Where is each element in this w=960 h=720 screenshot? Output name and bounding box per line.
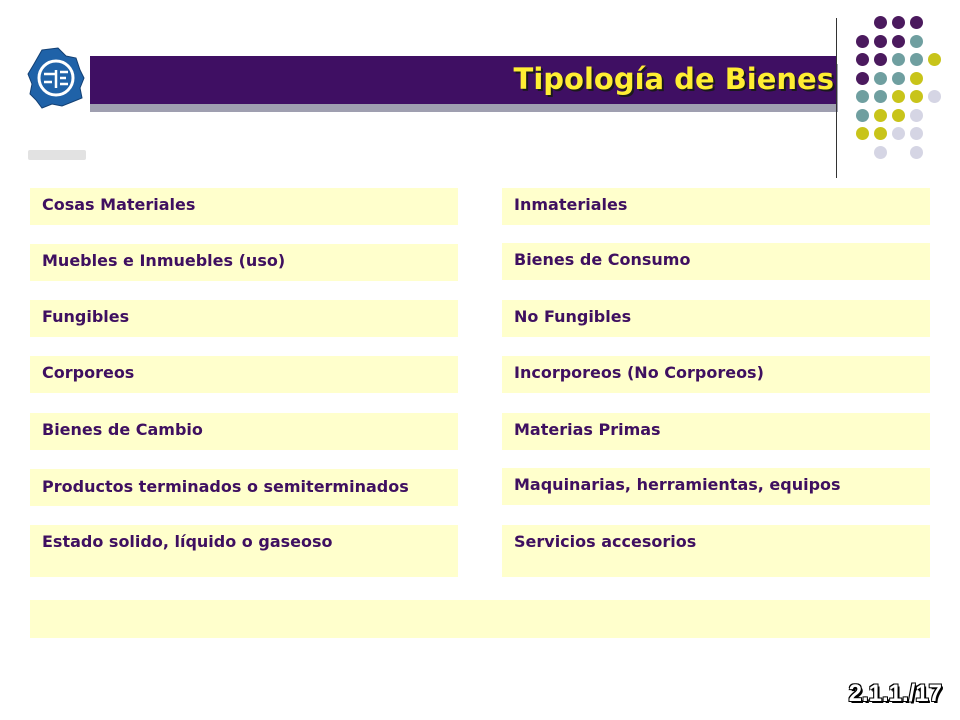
decorative-dot xyxy=(892,72,905,85)
decorative-dot xyxy=(874,35,887,48)
decorative-dot xyxy=(928,90,941,103)
decorative-dot xyxy=(910,146,923,159)
decorative-dot xyxy=(892,53,905,66)
right-item: Maquinarias, herramientas, equipos xyxy=(502,468,930,505)
right-item: No Fungibles xyxy=(502,300,930,337)
decorative-dot xyxy=(874,72,887,85)
decorative-dot xyxy=(874,127,887,140)
decorative-dot xyxy=(856,90,869,103)
left-item: Cosas Materiales xyxy=(30,188,458,225)
decorative-dot xyxy=(892,35,905,48)
left-item: Muebles e Inmuebles (uso) xyxy=(30,244,458,281)
left-item: Productos terminados o semiterminados xyxy=(30,469,458,506)
decorative-dot xyxy=(928,53,941,66)
decorative-dot xyxy=(892,16,905,29)
page-title: Tipología de Bienes xyxy=(513,62,834,96)
right-item: Materias Primas xyxy=(502,413,930,450)
decorative-dot xyxy=(874,16,887,29)
right-item: Servicios accesorios xyxy=(502,525,930,577)
left-item: Corporeos xyxy=(30,356,458,393)
left-item: Estado solido, líquido o gaseoso xyxy=(30,525,458,577)
decorative-dot xyxy=(910,90,923,103)
decorative-dot xyxy=(910,127,923,140)
decorative-dot xyxy=(874,53,887,66)
decorative-dot xyxy=(910,72,923,85)
divider-line xyxy=(836,18,837,178)
decorative-dot xyxy=(856,35,869,48)
decorative-dot xyxy=(874,146,887,159)
decorative-dot xyxy=(856,109,869,122)
decorative-dot xyxy=(910,35,923,48)
right-item: Bienes de Consumo xyxy=(502,243,930,280)
bolivia-map-emblem-icon xyxy=(22,44,90,112)
left-item: Fungibles xyxy=(30,300,458,337)
subtitle-mark xyxy=(28,150,86,160)
right-item: Incorporeos (No Corporeos) xyxy=(502,356,930,393)
decorative-dot xyxy=(910,16,923,29)
decorative-dot xyxy=(910,53,923,66)
decorative-dot xyxy=(856,72,869,85)
decorative-dot xyxy=(856,53,869,66)
decorative-dot xyxy=(874,90,887,103)
footer-bar xyxy=(30,600,930,638)
decorative-dot xyxy=(892,127,905,140)
decorative-dot xyxy=(874,109,887,122)
decorative-dot xyxy=(910,109,923,122)
left-item: Bienes de Cambio xyxy=(30,413,458,450)
logo xyxy=(22,44,90,112)
decorative-dot xyxy=(892,90,905,103)
decorative-dot xyxy=(856,127,869,140)
page-number: 2.1.1./17 xyxy=(848,680,942,707)
decorative-dot xyxy=(892,109,905,122)
right-item: Inmateriales xyxy=(502,188,930,225)
